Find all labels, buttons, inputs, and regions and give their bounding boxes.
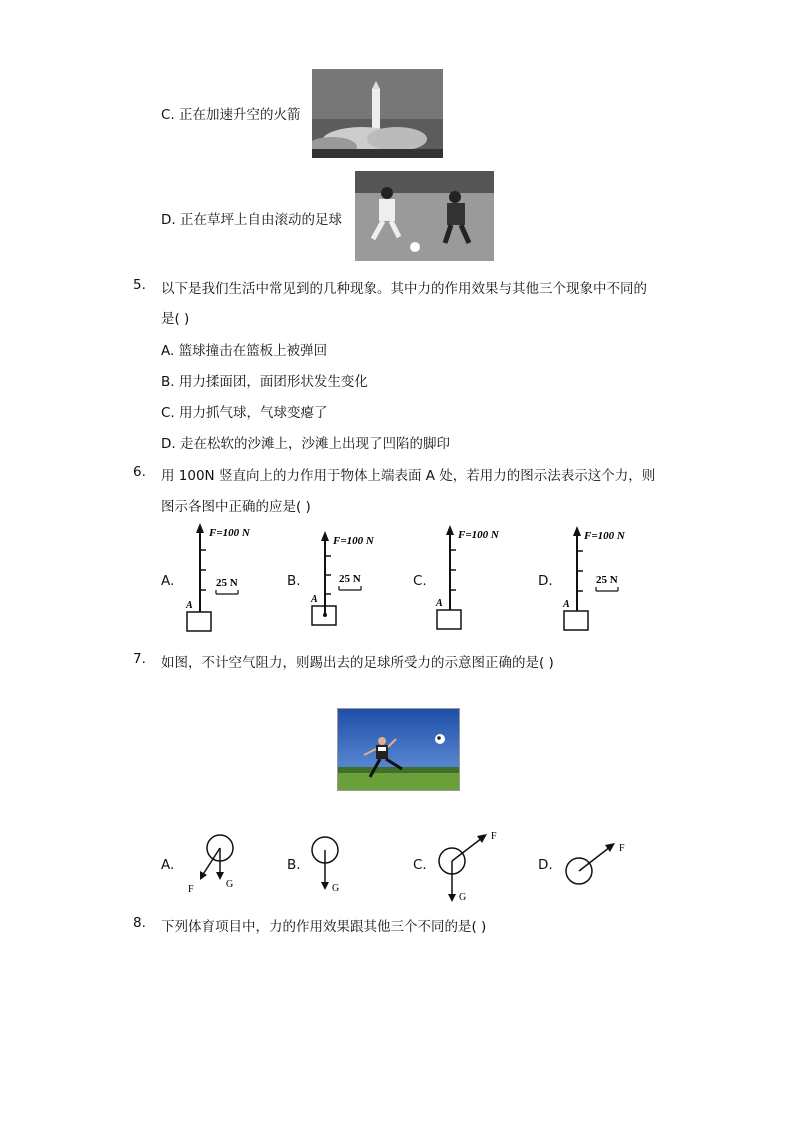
q6-option-c-label: C. xyxy=(413,573,427,589)
q5-option-d: D. 走在松软的沙滩上，沙滩上出现了凹陷的脚印 xyxy=(161,436,450,452)
q5-option-c: C. 用力抓气球，气球变瘪了 xyxy=(161,405,328,421)
q7c-f-label: F xyxy=(491,831,497,842)
q5-number: 5. xyxy=(133,277,146,293)
q7-number: 7. xyxy=(133,651,146,667)
q6-diagram-d xyxy=(557,525,657,633)
q6c-force-label: F=100 N xyxy=(458,529,499,541)
q8-number: 8. xyxy=(133,915,146,931)
q6b-force-label: F=100 N xyxy=(333,535,374,547)
q6-stem-line2: 图示各图中正确的应是( ) xyxy=(161,499,311,515)
q6-option-d-label: D. xyxy=(538,573,553,589)
soccer-kick-photo xyxy=(337,708,460,791)
q7-diagram-b xyxy=(305,830,365,896)
rocket-launch-photo xyxy=(312,69,443,158)
q7-option-b-label: B. xyxy=(287,857,301,873)
q6-stem-line1: 用 100N 竖直向上的力作用于物体上端表面 A 处，若用力的图示法表示这个力，则 xyxy=(161,468,656,484)
q6d-scale-label: 25 N xyxy=(596,574,618,586)
q7c-g-label: G xyxy=(459,892,467,903)
q6-diagram-b xyxy=(305,530,405,630)
q7-option-d-label: D. xyxy=(538,857,553,873)
q7-diagram-d xyxy=(558,836,638,892)
q6-option-a-label: A. xyxy=(161,573,175,589)
q6a-force-label: F=100 N xyxy=(209,527,250,539)
q5-option-b: B. 用力揉面团，面团形状发生变化 xyxy=(161,374,368,390)
q5-stem-line2: 是( ) xyxy=(161,311,190,327)
q7d-f-label: F xyxy=(619,843,625,854)
q7-option-c-label: C. xyxy=(413,857,427,873)
q7-option-a-label: A. xyxy=(161,857,175,873)
q5-option-a: A. 篮球撞击在篮板上被弹回 xyxy=(161,343,328,359)
q5-stem-line1: 以下是我们生活中常见到的几种现象。其中力的作用效果与其他三个现象中不同的 xyxy=(161,281,647,297)
q6-option-b-label: B. xyxy=(287,573,301,589)
soccer-field-photo xyxy=(355,171,494,261)
q6d-force-label: F=100 N xyxy=(584,530,625,542)
q7-diagram-a xyxy=(180,830,250,896)
q6a-point-label: A xyxy=(186,600,193,611)
q7a-g-label: G xyxy=(226,879,234,890)
q7b-g-label: G xyxy=(332,883,340,894)
q7-stem: 如图，不计空气阻力，则踢出去的足球所受力的示意图正确的是( ) xyxy=(161,655,554,671)
q6b-scale-label: 25 N xyxy=(339,573,361,585)
q8-stem: 下列体育项目中，力的作用效果跟其他三个不同的是( ) xyxy=(161,919,487,935)
q6-diagram-c xyxy=(430,524,530,632)
q6d-point-label: A xyxy=(563,599,570,610)
q4-option-c: C. 正在加速升空的火箭 xyxy=(161,107,301,123)
q6c-point-label: A xyxy=(436,598,443,609)
q7a-f-label: F xyxy=(188,884,194,895)
q6a-scale-label: 25 N xyxy=(216,577,238,589)
q6b-point-label: A xyxy=(311,594,318,605)
q4-option-d: D. 正在草坪上自由滚动的足球 xyxy=(161,212,342,228)
q6-number: 6. xyxy=(133,464,146,480)
q7-diagram-c xyxy=(430,826,510,904)
q6-diagram-a xyxy=(180,522,280,634)
